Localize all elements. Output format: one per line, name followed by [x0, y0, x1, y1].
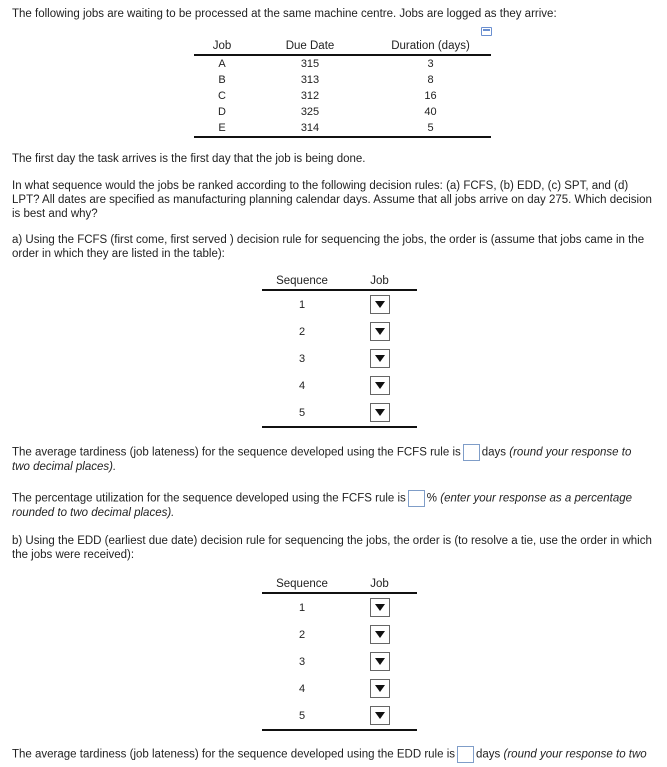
job-select[interactable] — [370, 295, 390, 314]
due-date-header: Due Date — [250, 38, 370, 55]
job-select[interactable] — [370, 706, 390, 725]
sequence-header: Sequence — [262, 273, 342, 290]
fcfs-tardiness-input[interactable] — [463, 444, 480, 461]
fcfs-utilization-input[interactable] — [408, 490, 425, 507]
sequence-number: 2 — [298, 628, 306, 641]
sequence-number: 5 — [262, 702, 342, 730]
sequence-number: 2 — [298, 325, 306, 338]
expand-table-icon[interactable] — [481, 27, 492, 36]
job-select[interactable] — [370, 403, 390, 422]
job-cell: B — [218, 74, 226, 86]
duration-header: Duration (days) — [370, 38, 491, 55]
part-a-line-1: a) Using the FCFS (first come, first served ) decision rule for sequencing the jobs, the order is (assume that jobs came in the — [12, 234, 645, 246]
edd-tardiness-line-1: The average tardiness (job lateness) for the sequence developed using the EDD rule is days (round your response to two — [12, 746, 647, 763]
jobs-table — [194, 38, 491, 138]
edd-tardiness-input[interactable] — [457, 746, 474, 763]
job-select[interactable] — [370, 376, 390, 395]
fcfs-tardiness-line-2: two decimal places). — [12, 461, 117, 473]
job-header: Job — [342, 273, 417, 290]
job-cell: D — [218, 106, 226, 118]
due-date-cell: 314 — [250, 120, 370, 137]
due-date-cell: 312 — [300, 90, 320, 102]
part-a-line-2: order in which they are listed in the table): — [12, 248, 225, 260]
duration-cell: 3 — [427, 58, 434, 70]
table-row — [194, 120, 491, 137]
table-row — [194, 72, 491, 88]
job-header: Job — [194, 38, 250, 55]
table-row — [262, 290, 417, 318]
table-row — [262, 345, 417, 372]
table-row — [262, 593, 417, 621]
due-date-cell: 325 — [300, 106, 320, 118]
fcfs-utilization-line-2: rounded to two decimal places). — [12, 507, 175, 519]
job-cell: C — [218, 90, 226, 102]
sequence-number: 4 — [298, 379, 306, 392]
intro-text: The following jobs are waiting to be processed at the same machine centre. Jobs are logged as they arrive: — [12, 8, 557, 20]
note-text: The first day the task arrives is the first day that the job is being done. — [12, 153, 366, 165]
question-line-2: LPT? All dates are specified as manufacturing planning calendar days. Assume that all jobs arrive on day 275. Which decision — [12, 194, 652, 206]
due-date-cell: 313 — [300, 74, 320, 86]
duration-cell: 5 — [370, 120, 491, 137]
sequence-header: Sequence — [262, 576, 342, 593]
job-cell: E — [194, 120, 250, 137]
duration-cell: 8 — [427, 74, 434, 86]
table-row — [194, 88, 491, 104]
sequence-number: 3 — [298, 352, 306, 365]
table-row — [262, 399, 417, 427]
question-line-3: is best and why? — [12, 208, 98, 220]
table-row — [194, 104, 491, 120]
job-header: Job — [342, 576, 417, 593]
edd-sequence-table — [262, 576, 417, 731]
sequence-number: 1 — [298, 601, 306, 614]
job-select[interactable] — [370, 322, 390, 341]
table-row — [262, 318, 417, 345]
table-row — [262, 648, 417, 675]
sequence-number: 4 — [298, 682, 306, 695]
job-select[interactable] — [370, 652, 390, 671]
job-cell: A — [218, 58, 226, 70]
due-date-cell: 315 — [300, 58, 320, 70]
job-select[interactable] — [370, 625, 390, 644]
part-b-line-2: the jobs were received): — [12, 549, 135, 561]
table-row — [194, 55, 491, 72]
fcfs-utilization-line-1: The percentage utilization for the sequence developed using the FCFS rule is % (enter your response as a percentage — [12, 490, 632, 507]
sequence-number: 1 — [298, 298, 306, 311]
question-line-1: In what sequence would the jobs be ranked according to the following decision rules: (a) FCFS, (b) EDD, (c) SPT, and (d) — [12, 180, 629, 192]
job-select[interactable] — [370, 679, 390, 698]
job-select[interactable] — [370, 349, 390, 368]
table-row — [262, 621, 417, 648]
duration-cell: 16 — [424, 90, 437, 102]
table-row — [262, 702, 417, 730]
duration-cell: 40 — [424, 106, 437, 118]
part-b-line-1: b) Using the EDD (earliest due date) decision rule for sequencing the jobs, the order is (to resolve a tie, use the order in which — [12, 535, 652, 547]
sequence-number: 3 — [298, 655, 306, 668]
fcfs-sequence-table — [262, 273, 417, 428]
table-row — [262, 675, 417, 702]
fcfs-tardiness-line-1: The average tardiness (job lateness) for the sequence developed using the FCFS rule is days (round your response to — [12, 444, 631, 461]
job-select[interactable] — [370, 598, 390, 617]
sequence-number: 5 — [262, 399, 342, 427]
table-row — [262, 372, 417, 399]
